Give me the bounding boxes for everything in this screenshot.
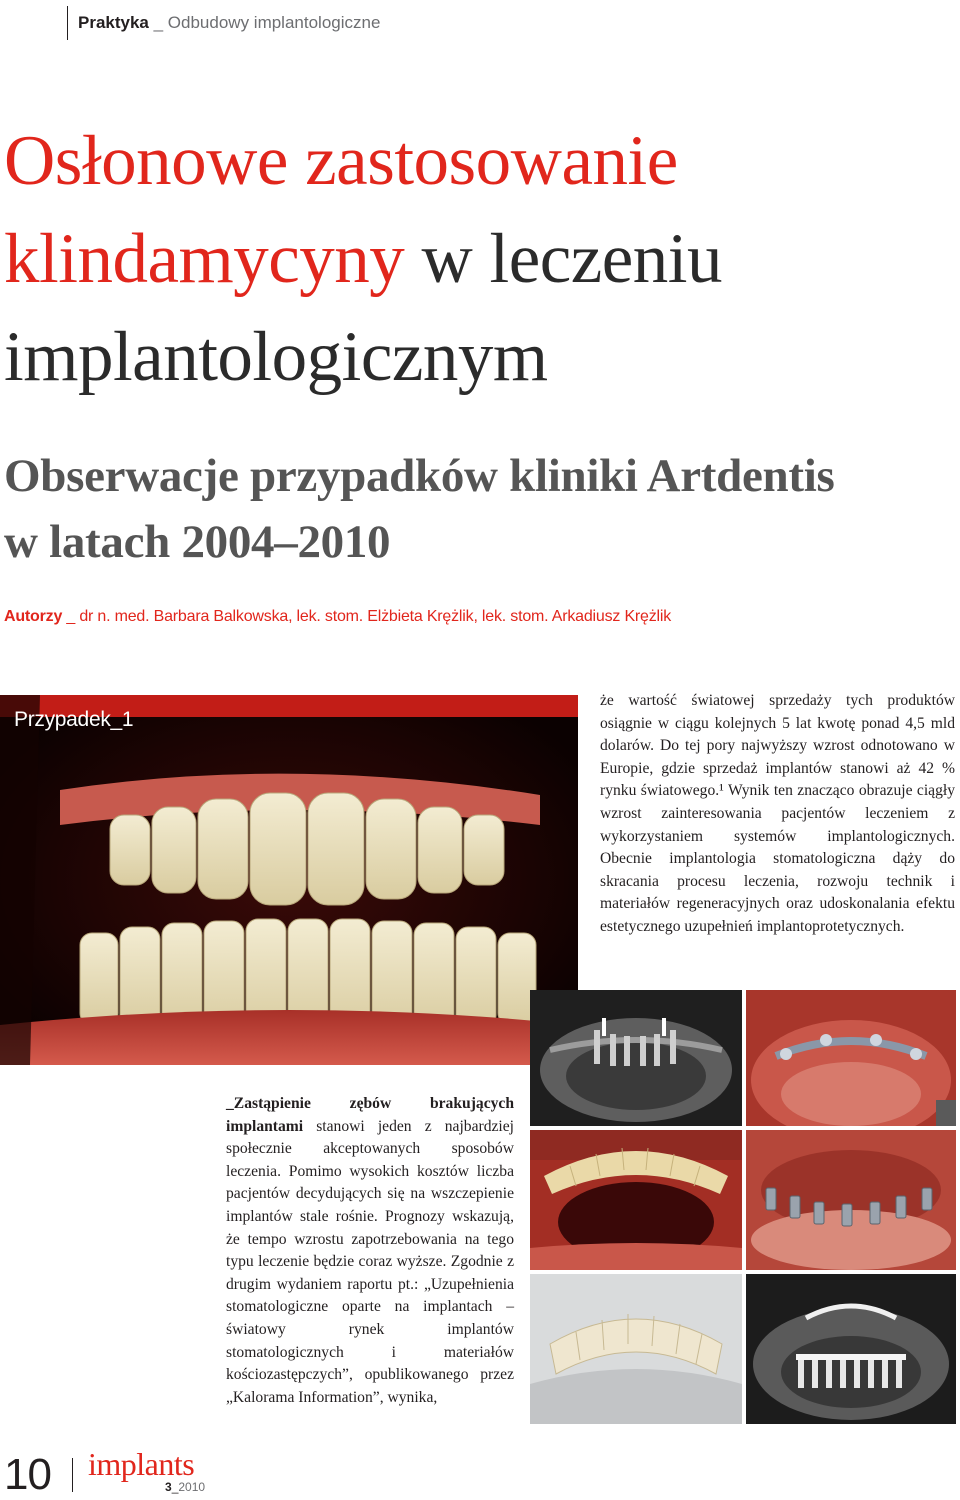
case-label: Przypadek_1 [14,708,134,731]
case-photo-smile [0,695,578,1065]
title-line-2-rest: w leczeniu [404,220,722,298]
upper-prosthesis-photo [530,1130,742,1270]
issue-year: 2010 [178,1480,206,1494]
lead-in: _Zastąpienie zębów brakujących implantami [226,1095,514,1135]
header-separator: _ [148,13,168,32]
subtitle-line-2: w latach 2004–2010 [4,516,391,568]
title-line-2-highlight: klindamycyny [4,220,405,298]
body-text-left [226,1093,514,1409]
article-subtitle [4,443,954,575]
body-text-right: że wartość światowej sprzedaży tych produktów osiągnie w ciągu kolejnych 5 lat kwotę ponad 4,5 mld dolarów. Do tej pory najwyższy wzrost odnotowano w Europie, gdzie sprzedaż implantów stanowi aż 42 % rynku światowego.¹ Wynik ten znacząco obrazuje ciągły wzrost zainteresowania pacjentów leczeniem z wykorzystaniem systemów implantologicznych. Obecnie implantologia stomatologiczna dąży do skracania procesu leczenia, rozwoju technik i materiałów regeneracyjnych oraz udoskonalania efektu estetycznego uzupełnień implantoprotetycznych. [600,692,955,935]
page-number: 10 [4,1450,51,1499]
authors-line [4,608,671,626]
crown-bridge-photo [530,1274,742,1424]
lead-body: stanowi jeden z najbardziej społecznie akceptowanych sposobów leczenia. Pomimo wysokich kosztów liczba pacjentów decydujących się na wszczepienie implantów stale rośnie. Prognozy wskazują, że tempo wzrostu zapotrzebowania na tego typu leczenie będzie coraz wyższe. Zgodnie z drugim wydaniem raportu pt.: „Uzupełnienia stomatologiczne oparte na implantach – światowy rynek implantów stomatologicznych i materiałów kościozastępczych”, opublikowanego przez „Kalorama Information”, wynika, [226,1117,514,1406]
panoramic-xray-1 [530,990,742,1126]
title-line-3: implantologicznym [4,318,548,396]
article-title [4,112,954,406]
authors-names: _ dr n. med. Barbara Balkowska, lek. stom. Elżbieta Krężlik, lek. stom. Arkadiusz Krężlik [62,608,672,625]
issue-number: 3 [165,1480,172,1494]
panoramic-xray-2 [746,1274,956,1424]
issue-info [165,1480,205,1494]
authors-label: Autorzy [4,608,63,625]
issue-separator: _ [171,1480,179,1494]
header-subsection: Odbudowy implantologiczne [167,13,381,32]
abutments-photo [746,1130,956,1270]
footer-rule [72,1458,73,1492]
subtitle-line-1: Obserwacje przypadków kliniki Artdentis [4,450,835,502]
header-section: Praktyka [78,13,149,32]
implant-bar-photo [746,990,956,1126]
title-line-1: Osłonowe zastosowanie [4,122,678,200]
running-header [78,13,380,33]
magazine-logo: implants [88,1446,195,1482]
header-rule [67,6,68,40]
